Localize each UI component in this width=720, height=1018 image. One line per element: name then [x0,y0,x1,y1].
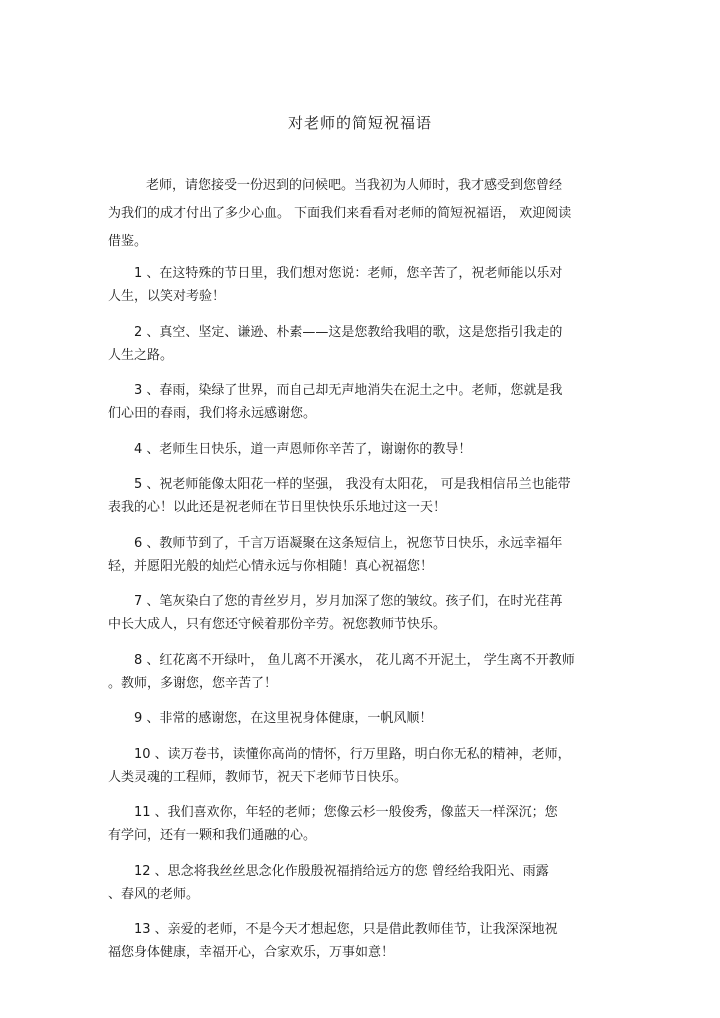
item-first-line: 9 、非常的感谢您，在这里祝身体健康，一帆风顺！ [134,711,433,726]
list-item [108,438,628,461]
list-item [108,801,628,847]
item-continuation: 表我的心！以此还是祝老师在节日里快快乐乐地过这一天！ [108,500,447,515]
list-item [108,590,628,636]
intro-paragraph [108,172,628,256]
item-first-line: 11 、我们喜欢你，年轻的老师；您像云杉一般俊秀，像蓝天一样深沉；您 [134,805,558,820]
item-continuation: 人生之路。 [108,347,174,363]
item-continuation: 有学问，还有一颗和我们通融的心。 [108,828,317,843]
list-item [108,262,628,308]
item-first-line: 10 、读万卷书，读懂你高尚的情怀，行万里路，明白你无私的精神，老师， [134,746,571,762]
item-continuation: 。教师，多谢您，您辛苦了！ [108,675,278,691]
list-item [108,532,628,578]
list-item [108,649,628,695]
item-first-line: 2 、真空、坚定、谦逊、朴素——这是您教给我唱的歌，这是您指引我走的 [134,324,563,340]
item-first-line: 12 、思念将我丝丝思念化作殷殷祝福捎给远方的您 曾经给我阳光、雨露 [134,863,549,879]
list-item [108,321,628,367]
item-first-line: 13 、亲爱的老师，不是今天才想起您，只是借此教师佳节，让我深深地祝 [134,922,558,937]
blessing-list [108,262,628,977]
item-continuation: 福您身体健康，幸福开心，合家欢乐，万事如意！ [108,945,395,960]
item-first-line: 8 、红花离不开绿叶， 鱼儿离不开溪水， 花儿离不开泥土， 学生离不开教师 [134,652,575,668]
document-title: 对老师的简短祝福语 [287,114,432,132]
item-first-line: 3 、春雨，染绿了世界，而自己却无声地消失在泥土之中。老师，您就是我 [134,383,563,398]
item-continuation: 轻，并愿阳光般的灿烂心情永远与你相随！真心祝福您！ [108,558,434,574]
item-first-line: 5 、祝老师能像太阳花一样的坚强， 我没有太阳花， 可是我相信吊兰也能带 [134,477,571,492]
item-first-line: 6 、教师节到了，千言万语凝聚在这条短信上，祝您节日快乐，永远幸福年 [134,535,563,551]
item-first-line: 4 、老师生日快乐，道一声恩师你辛苦了，谢谢你的教导！ [134,441,472,457]
list-item [108,743,628,789]
list-item [108,860,628,906]
list-item [108,473,628,519]
item-first-line: 1 、在这特殊的节日里，我们想对您说：老师，您辛苦了，祝老师能以乐对 [134,266,563,281]
item-continuation: 们心田的春雨，我们将永远感谢您。 [108,406,317,421]
intro-line: 借鉴。 [108,234,148,249]
intro-line: 为我们的成才付出了多少心血。 下面我们来看看对老师的简短祝福语， 欢迎阅读 [108,206,572,221]
item-continuation: 人类灵魂的工程师，教师节，祝天下老师节日快乐。 [108,769,408,785]
list-item [108,918,628,964]
item-continuation: 中长大成人，只有您还守候着那份辛劳。祝您教师节快乐。 [108,617,447,632]
item-continuation: 、春风的老师。 [108,886,200,902]
list-item [108,707,628,730]
list-item [108,379,628,425]
item-first-line: 7 、笔灰染白了您的青丝岁月，岁月加深了您的皱纹。孩子们，在时光荏苒 [134,594,563,609]
item-continuation: 人生，以笑对考验！ [108,289,226,304]
intro-line: 老师，请您接受一份迟到的问候吧。当我初为人师时，我才感受到您曾经 [146,178,563,193]
